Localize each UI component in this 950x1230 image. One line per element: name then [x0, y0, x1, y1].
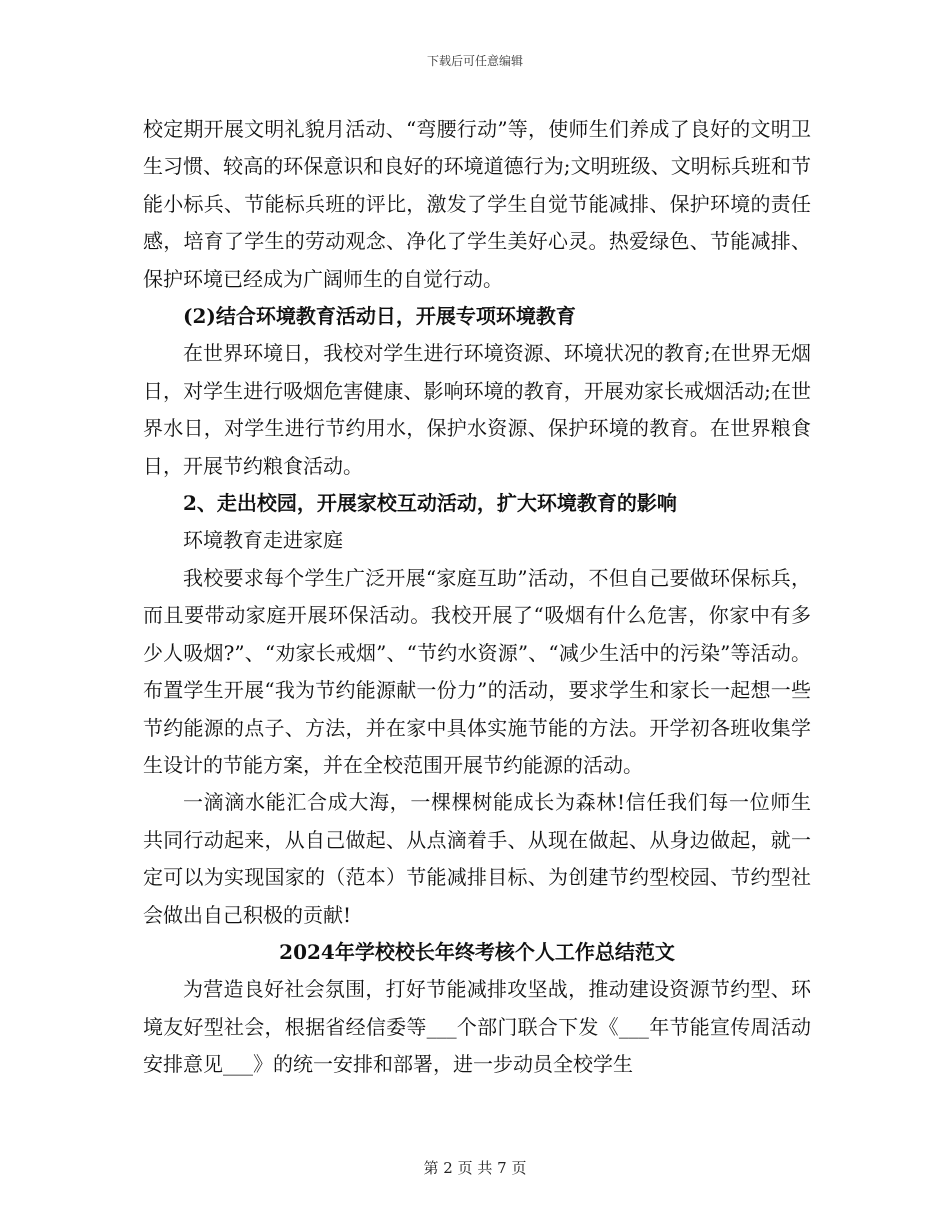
- paragraph-environment-days: 在世界环境日，我校对学生进行环境资源、环境状况的教育;在世界无烟日，对学生进行吸烟危害健康、影响环境的教育，开展劝家长戒烟活动;在世界水日，对学生进行节约用水，保护水资源、保护环境的教育。在世界粮食日，开展节约粮食活动。: [143, 341, 811, 478]
- article-title: 2024年学校校长年终考核个人工作总结范文: [279, 939, 675, 964]
- page-header: 下载后可任意编辑: [426, 54, 523, 68]
- paragraph-conclusion: 一滴滴水能汇合成大海，一棵棵树能成长为森林!信任我们每一位师生共同行动起来，从自己做起、从点滴着手、从现在做起、从身边做起，就一定可以为实现国家的（范本）节能减排目标、为创建节约型校园、节约型社会做出自己积极的贡献!: [143, 790, 811, 927]
- paragraph-continuation: 校定期开展文明礼貌月活动、“弯腰行动”等，使师生们养成了良好的文明卫生习惯、较高的环保意识和良好的环境道德行为;文明班级、文明标兵班和节能小标兵、节能标兵班的评比，激发了学生自觉节能减排、保护环境的责任感，培育了学生的劳动观念、净化了学生美好心灵。热爱绿色、节能减排、保护环境已经成为广阔师生的自觉行动。: [143, 117, 811, 291]
- subheading-environment-days: (2)结合环境教育活动日，开展专项环境教育: [183, 304, 576, 329]
- paragraph-family-activities: 我校要求每个学生广泛开展“家庭互助”活动，不但自己要做环保标兵，而且要带动家庭开展环保活动。我校开展了“吸烟有什么危害，你家中有多少人吸烟?”、“劝家长戒烟”、“节约水资源”、“减少生活中的污染”等活动。布置学生开展“我为节约能源献一份力”的活动，要求学生和家长一起想一些节约能源的点子、方法，并在家中具体实施节能的方法。开学初各班收集学生设计的节能方案，并在全校范围开展节约能源的活动。: [143, 565, 811, 777]
- paragraph-article-intro: 为营造良好社会氛围，打好节能减排攻坚战，推动建设资源节约型、环境友好型社会，根据省经信委等___个部门联合下发《___年节能宣传周活动安排意见___》的统一安排和部署，进一步动员全校学生: [143, 977, 811, 1077]
- page-footer: 第 2 页 共 7 页: [423, 1159, 527, 1177]
- subheading-education-into-families: 环境教育走进家庭: [183, 528, 343, 553]
- heading-home-school-interaction: 2、走出校园，开展家校互动活动，扩大环境教育的影响: [183, 491, 677, 516]
- document-body: [143, 111, 811, 1084]
